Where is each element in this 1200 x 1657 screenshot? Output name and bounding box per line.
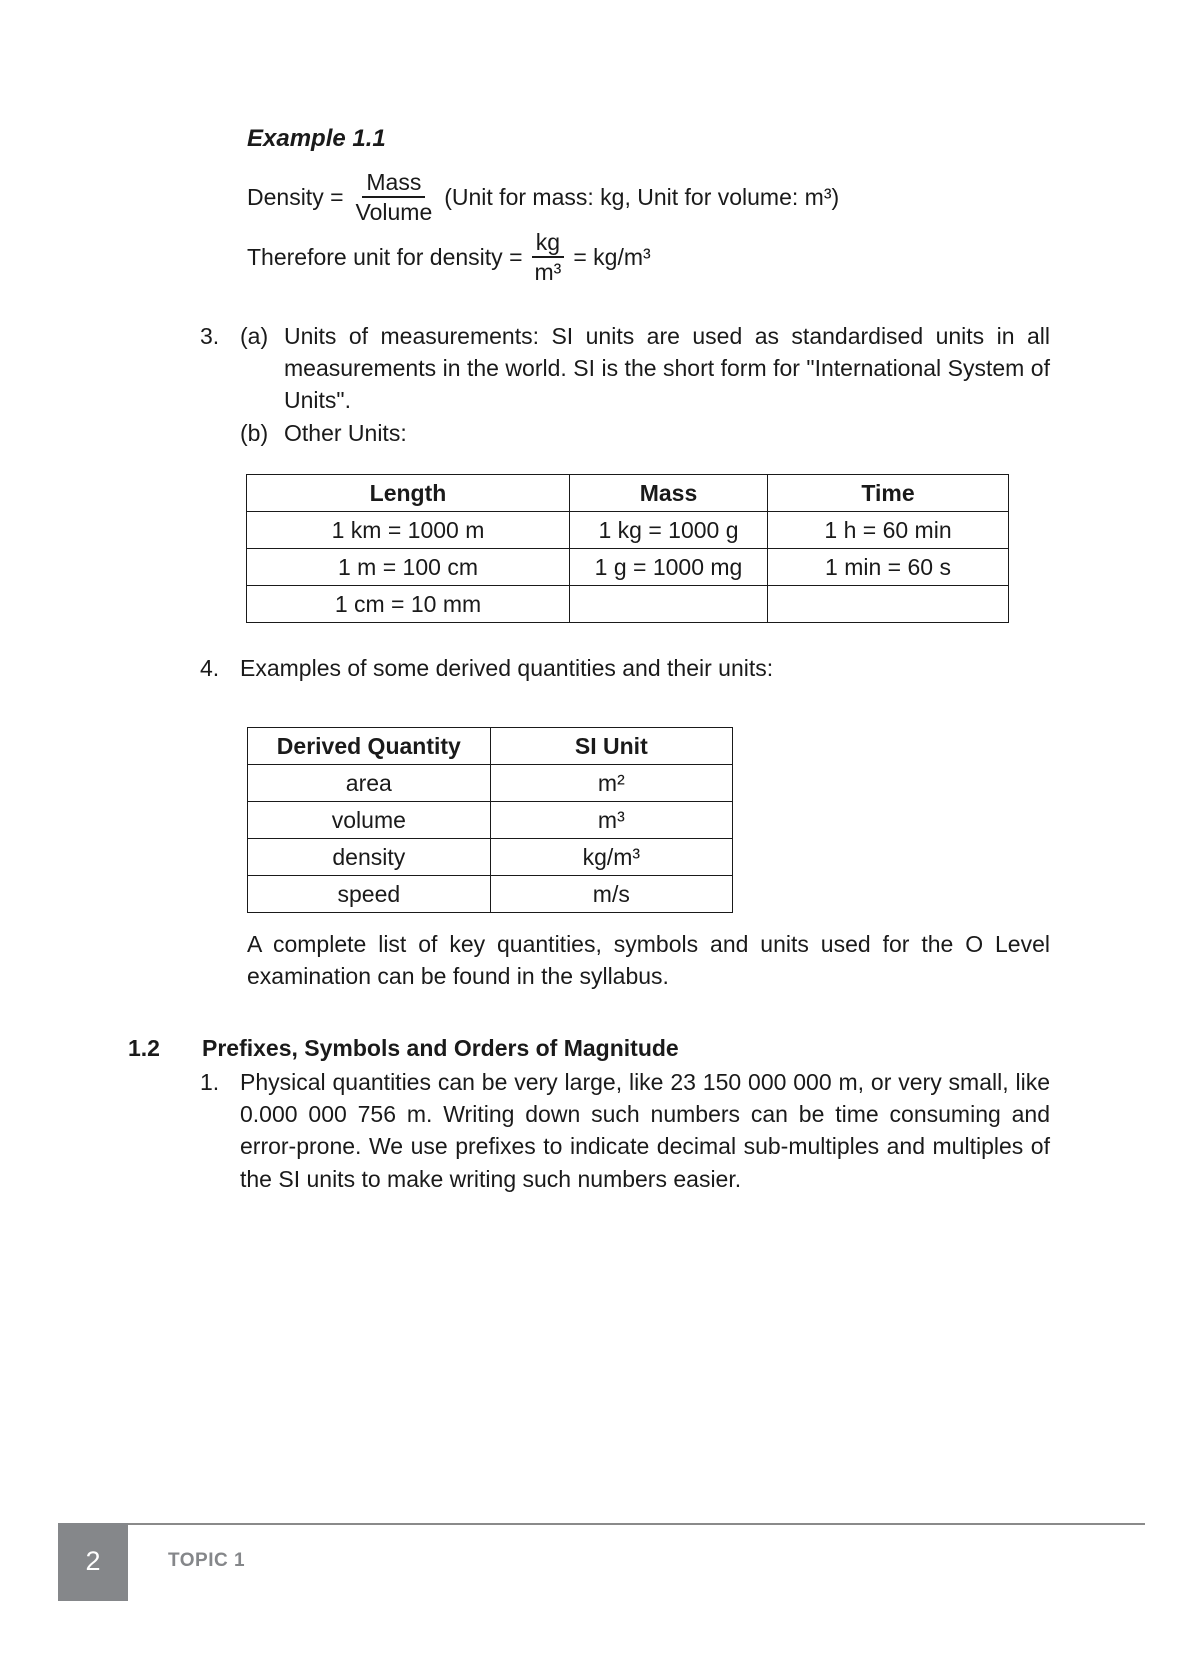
header-time: Time bbox=[768, 475, 1009, 512]
density-equation bbox=[247, 170, 839, 224]
table-cell: kg/m³ bbox=[490, 839, 732, 876]
table-cell: 1 cm = 10 mm bbox=[247, 586, 570, 623]
header-derived-quantity: Derived Quantity bbox=[248, 728, 491, 765]
fraction-numerator: kg bbox=[532, 230, 564, 258]
table-cell: area bbox=[248, 765, 491, 802]
sub-item-b bbox=[240, 417, 1050, 449]
table-cell: 1 g = 1000 mg bbox=[570, 549, 768, 586]
sub-label: (b) bbox=[240, 419, 269, 446]
table-cell: m/s bbox=[490, 876, 732, 913]
table-cell: 1 h = 60 min bbox=[768, 512, 1009, 549]
equation-rhs: = kg/m³ bbox=[573, 244, 651, 271]
footer-divider bbox=[128, 1523, 1145, 1525]
equation-note: (Unit for mass: kg, Unit for volume: m³) bbox=[444, 184, 840, 211]
fraction-numerator: Mass bbox=[362, 170, 425, 198]
table-row bbox=[248, 876, 733, 913]
table-cell bbox=[570, 586, 768, 623]
section-number: 1.2 bbox=[128, 1035, 160, 1061]
table-row bbox=[248, 839, 733, 876]
table-cell bbox=[768, 586, 1009, 623]
page-number: 2 bbox=[58, 1523, 128, 1601]
list-text: Examples of some derived quantities and their units: bbox=[240, 655, 774, 681]
equation-lhs: Therefore unit for density = bbox=[247, 244, 523, 271]
table-cell: speed bbox=[248, 876, 491, 913]
fraction-denominator: Volume bbox=[355, 199, 433, 226]
table-cell: density bbox=[248, 839, 491, 876]
fraction bbox=[352, 170, 437, 224]
equation-lhs: Density = bbox=[247, 184, 344, 211]
fraction bbox=[531, 230, 566, 284]
table-header-row bbox=[247, 475, 1009, 512]
list-number: 4. bbox=[200, 655, 220, 681]
sub-text: Units of measurements: SI units are used as standardised units in all measurements in the world. SI is the short form for "International System of Units". bbox=[284, 323, 1050, 414]
example-title: Example 1.1 bbox=[247, 125, 386, 152]
list-item-1 bbox=[200, 1066, 1050, 1195]
list-item-3 bbox=[200, 320, 1050, 449]
sub-label: (a) bbox=[240, 323, 269, 349]
table-cell: volume bbox=[248, 802, 491, 839]
section-title: Prefixes, Symbols and Orders of Magnitude bbox=[202, 1035, 679, 1061]
table-row bbox=[248, 802, 733, 839]
header-mass: Mass bbox=[570, 475, 768, 512]
sub-item-a bbox=[240, 320, 1050, 417]
table-cell: 1 m = 100 cm bbox=[247, 549, 570, 586]
header-length: Length bbox=[247, 475, 570, 512]
table-header-row bbox=[248, 728, 733, 765]
section-heading bbox=[128, 1032, 679, 1064]
footer-topic: TOPIC 1 bbox=[168, 1550, 246, 1571]
table-row bbox=[247, 512, 1009, 549]
list-text: Physical quantities can be very large, like 23 150 000 000 m, or very small, like 0.000 000 756 m. Writing down such numbers can be time consuming and error-prone. We use prefixes to indicate decimal sub-multiples and multiples of the SI units to make writing such numbers easier. bbox=[240, 1069, 1050, 1192]
syllabus-note: A complete list of key quantities, symbols and units used for the O Level examination can be found in the syllabus. bbox=[247, 931, 1050, 990]
table-cell: 1 min = 60 s bbox=[768, 549, 1009, 586]
list-number: 1. bbox=[200, 1069, 220, 1095]
table-cell: m² bbox=[490, 765, 732, 802]
table-cell: 1 km = 1000 m bbox=[247, 512, 570, 549]
table-row bbox=[247, 549, 1009, 586]
units-table bbox=[246, 474, 1009, 623]
table-row bbox=[248, 765, 733, 802]
density-unit-equation bbox=[247, 230, 651, 284]
derived-quantities-table bbox=[247, 727, 733, 913]
fraction-denominator: m³ bbox=[534, 259, 562, 286]
sub-text: Other Units: bbox=[284, 419, 407, 446]
table-cell: 1 kg = 1000 g bbox=[570, 512, 768, 549]
list-number: 3. bbox=[200, 323, 220, 349]
table-row bbox=[247, 586, 1009, 623]
list-item-4 bbox=[200, 652, 773, 684]
header-si-unit: SI Unit bbox=[490, 728, 732, 765]
table-cell: m³ bbox=[490, 802, 732, 839]
